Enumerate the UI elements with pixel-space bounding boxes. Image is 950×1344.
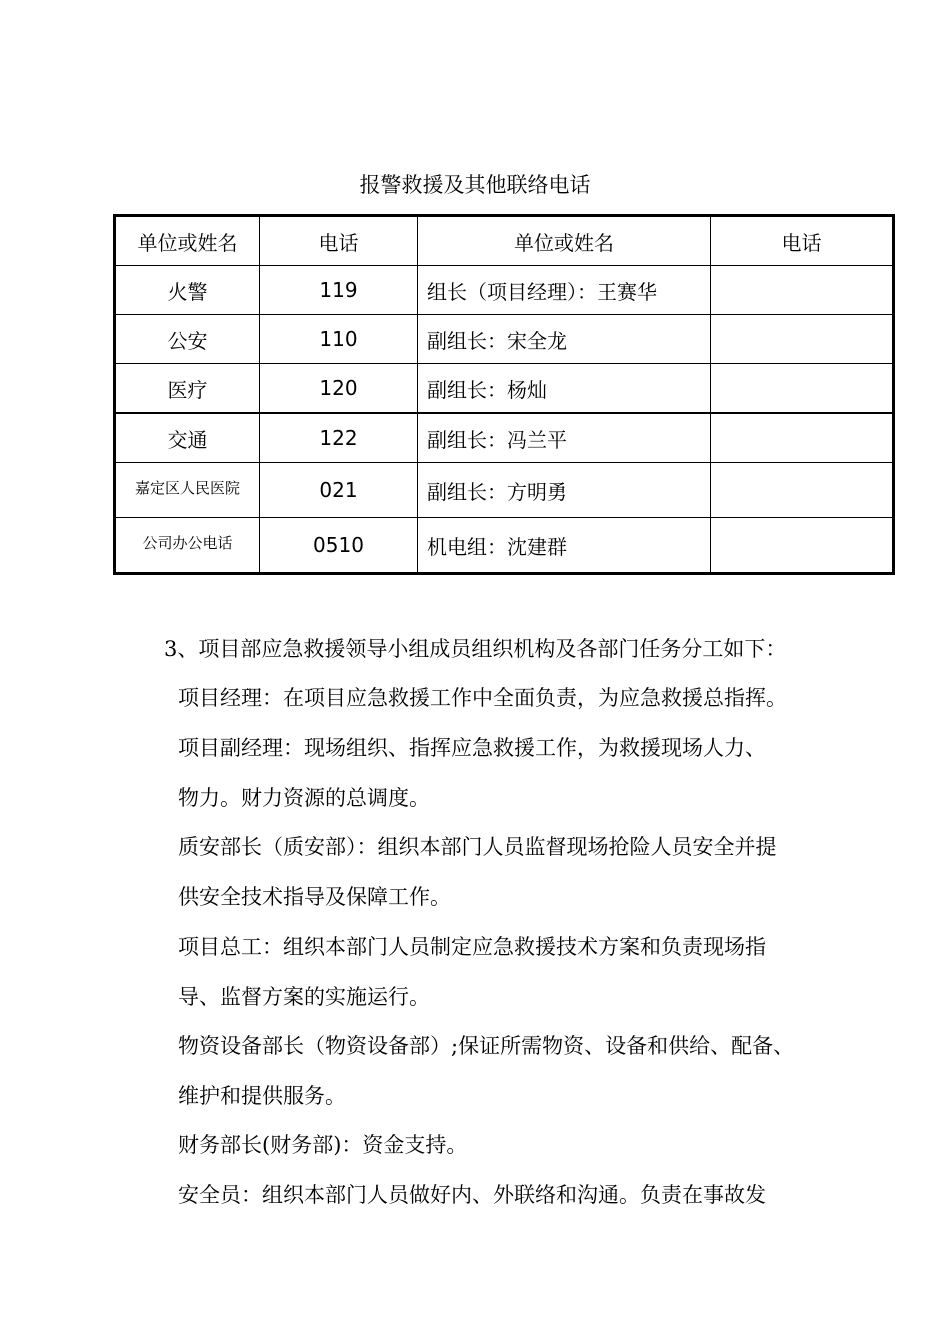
person-phone-cell	[711, 518, 894, 574]
header-cell-unit-name: 单位或姓名	[115, 216, 260, 266]
unit-cell: 公司办公电话	[115, 518, 260, 574]
header-cell-unit-name-2: 单位或姓名	[418, 216, 711, 266]
paragraph-line: 供安全技术指导及保障工作。	[178, 885, 451, 909]
paragraph-line: 项目副经理：现场组织、指挥应急救援工作，为救援现场人力、	[178, 736, 766, 760]
table-header-row	[115, 216, 894, 266]
unit-cell: 交通	[115, 413, 260, 463]
section-heading: 3、项目部应急救援领导小组成员组织机构及各部门任务分工如下：	[164, 637, 787, 661]
contact-table	[113, 214, 895, 575]
table-row	[115, 413, 894, 463]
header-cell-phone-2: 电话	[711, 216, 894, 266]
person-cell: 副组长：宋全龙	[418, 315, 711, 364]
paragraph-line: 项目总工：组织本部门人员制定应急救援技术方案和负责现场指	[178, 935, 766, 959]
phone-cell: 021	[260, 463, 418, 518]
phone-cell: 119	[260, 266, 418, 315]
paragraph-line: 财务部长(财务部)：资金支持。	[178, 1133, 468, 1157]
unit-cell: 火警	[115, 266, 260, 315]
paragraph-line: 物资设备部长（物资设备部）;保证所需物资、设备和供给、配备、	[178, 1034, 795, 1058]
phone-cell: 120	[260, 364, 418, 414]
table-row	[115, 364, 894, 414]
paragraph-line: 维护和提供服务。	[178, 1084, 346, 1108]
person-phone-cell	[711, 463, 894, 518]
paragraph-line: 物力。财力资源的总调度。	[178, 786, 430, 810]
person-cell: 组长（项目经理）：王赛华	[418, 266, 711, 315]
person-cell: 副组长：杨灿	[418, 364, 711, 414]
paragraph-line: 安全员：组织本部门人员做好内、外联络和沟通。负责在事故发	[178, 1183, 766, 1207]
table-row	[115, 315, 894, 364]
paragraph-line: 项目经理：在项目应急救援工作中全面负责，为应急救援总指挥。	[178, 686, 787, 710]
unit-cell: 医疗	[115, 364, 260, 414]
person-cell: 副组长：冯兰平	[418, 413, 711, 463]
person-phone-cell	[711, 413, 894, 463]
page-title: 报警救援及其他联络电话	[359, 173, 591, 197]
phone-cell: 122	[260, 413, 418, 463]
person-phone-cell	[711, 266, 894, 315]
unit-cell: 嘉定区人民医院	[115, 463, 260, 518]
table-row	[115, 518, 894, 574]
phone-cell: 0510	[260, 518, 418, 574]
paragraph-line: 质安部长（质安部）：组织本部门人员监督现场抢险人员安全并提	[178, 835, 777, 859]
unit-cell: 公安	[115, 315, 260, 364]
header-cell-phone: 电话	[260, 216, 418, 266]
person-cell: 机电组：沈建群	[418, 518, 711, 574]
table-row	[115, 463, 894, 518]
person-cell: 副组长：方明勇	[418, 463, 711, 518]
phone-cell: 110	[260, 315, 418, 364]
person-phone-cell	[711, 315, 894, 364]
table-row	[115, 266, 894, 315]
person-phone-cell	[711, 364, 894, 414]
paragraph-line: 导、监督方案的实施运行。	[178, 985, 430, 1009]
